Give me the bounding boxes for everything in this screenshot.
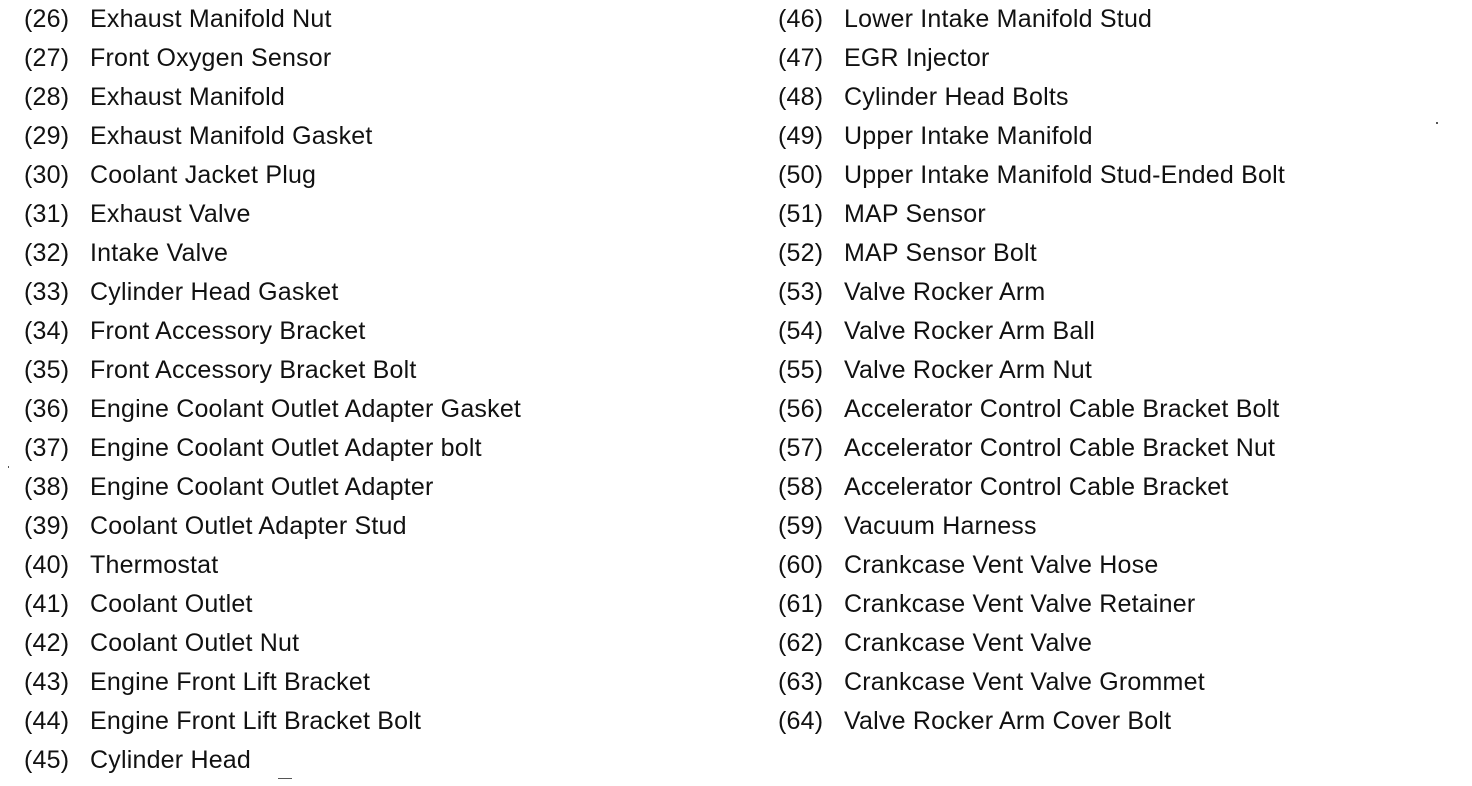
legend-item-label: Thermostat xyxy=(90,551,219,579)
legend-item-number: (33) xyxy=(24,278,70,306)
legend-item xyxy=(778,507,1285,546)
legend-item-label: Engine Front Lift Bracket Bolt xyxy=(90,707,422,735)
legend-item-label: Exhaust Manifold Nut xyxy=(90,5,332,33)
legend-item-number: (26) xyxy=(24,5,70,33)
legend-item xyxy=(778,273,1285,312)
legend-item xyxy=(24,39,521,78)
legend-item-number: (30) xyxy=(24,161,70,189)
legend-item-number: (28) xyxy=(24,83,70,111)
legend-item-number: (58) xyxy=(778,473,824,501)
legend-item xyxy=(24,0,521,39)
legend-item xyxy=(778,156,1285,195)
legend-item-label: Crankcase Vent Valve Grommet xyxy=(844,668,1205,696)
legend-item xyxy=(778,78,1285,117)
legend-item xyxy=(778,624,1285,663)
legend-item-label: Valve Rocker Arm Nut xyxy=(844,356,1093,384)
legend-item xyxy=(24,390,521,429)
legend-item xyxy=(24,507,521,546)
legend-item xyxy=(778,390,1285,429)
legend-item-number: (52) xyxy=(778,239,824,267)
legend-item xyxy=(24,702,521,741)
legend-item-label: Vacuum Harness xyxy=(844,512,1037,540)
legend-item xyxy=(24,195,521,234)
legend-item-number: (64) xyxy=(778,707,824,735)
legend-item-number: (63) xyxy=(778,668,824,696)
legend-item-number: (50) xyxy=(778,161,824,189)
legend-item-label: Exhaust Valve xyxy=(90,200,251,228)
legend-item-number: (57) xyxy=(778,434,824,462)
legend-item xyxy=(778,0,1285,39)
legend-item-label: Valve Rocker Arm Ball xyxy=(844,317,1096,345)
legend-item-number: (54) xyxy=(778,317,824,345)
legend-item-label: Engine Coolant Outlet Adapter bolt xyxy=(90,434,482,462)
legend-item xyxy=(24,117,521,156)
legend-item-number: (37) xyxy=(24,434,70,462)
legend-item xyxy=(778,351,1285,390)
legend-right-column xyxy=(778,0,1285,741)
legend-item xyxy=(24,663,521,702)
legend-item-label: MAP Sensor Bolt xyxy=(844,239,1037,267)
legend-item xyxy=(778,663,1285,702)
legend-item-number: (62) xyxy=(778,629,824,657)
legend-item xyxy=(778,117,1285,156)
legend-item-label: Upper Intake Manifold Stud-Ended Bolt xyxy=(844,161,1285,189)
legend-item-number: (40) xyxy=(24,551,70,579)
legend-item-number: (32) xyxy=(24,239,70,267)
legend-item xyxy=(24,468,521,507)
legend-item-number: (55) xyxy=(778,356,824,384)
legend-item-label: Front Accessory Bracket xyxy=(90,317,366,345)
legend-item-number: (61) xyxy=(778,590,824,618)
legend-item-number: (45) xyxy=(24,746,70,774)
legend-item-number: (51) xyxy=(778,200,824,228)
legend-item-label: Upper Intake Manifold xyxy=(844,122,1093,150)
legend-item-label: Front Accessory Bracket Bolt xyxy=(90,356,417,384)
legend-item xyxy=(24,273,521,312)
legend-item xyxy=(24,312,521,351)
legend-item-number: (43) xyxy=(24,668,70,696)
legend-item-label: Exhaust Manifold xyxy=(90,83,285,111)
legend-item-label: Crankcase Vent Valve Retainer xyxy=(844,590,1196,618)
legend-item xyxy=(24,741,521,780)
legend-item-label: Cylinder Head Gasket xyxy=(90,278,339,306)
legend-item xyxy=(778,468,1285,507)
legend-item xyxy=(24,624,521,663)
legend-item xyxy=(24,78,521,117)
legend-item-number: (36) xyxy=(24,395,70,423)
legend-item-number: (60) xyxy=(778,551,824,579)
legend-item-number: (56) xyxy=(778,395,824,423)
legend-item xyxy=(778,312,1285,351)
legend-item-label: Coolant Outlet Nut xyxy=(90,629,300,657)
legend-item xyxy=(778,585,1285,624)
legend-item-label: Engine Front Lift Bracket xyxy=(90,668,371,696)
legend-item-number: (48) xyxy=(778,83,824,111)
legend-item xyxy=(778,39,1285,78)
legend-item-number: (47) xyxy=(778,44,824,72)
legend-item-label: Intake Valve xyxy=(90,239,229,267)
legend-item-number: (34) xyxy=(24,317,70,345)
legend-item-label: Engine Coolant Outlet Adapter xyxy=(90,473,434,501)
legend-item xyxy=(778,702,1285,741)
legend-item xyxy=(24,546,521,585)
legend-item-number: (53) xyxy=(778,278,824,306)
scan-speck xyxy=(278,778,292,779)
legend-item-label: Valve Rocker Arm Cover Bolt xyxy=(844,707,1172,735)
legend-item-label: MAP Sensor xyxy=(844,200,986,228)
legend-item-label: Coolant Outlet Adapter Stud xyxy=(90,512,407,540)
legend-item-number: (29) xyxy=(24,122,70,150)
legend-item-label: Valve Rocker Arm xyxy=(844,278,1046,306)
legend-item-number: (35) xyxy=(24,356,70,384)
legend-item-number: (27) xyxy=(24,44,70,72)
legend-item-label: Crankcase Vent Valve xyxy=(844,629,1093,657)
legend-item-label: Exhaust Manifold Gasket xyxy=(90,122,373,150)
legend-item xyxy=(24,351,521,390)
legend-item-number: (49) xyxy=(778,122,824,150)
legend-item-number: (41) xyxy=(24,590,70,618)
legend-item xyxy=(778,195,1285,234)
legend-item-number: (44) xyxy=(24,707,70,735)
legend-item-number: (59) xyxy=(778,512,824,540)
legend-item-label: Crankcase Vent Valve Hose xyxy=(844,551,1159,579)
legend-left-column xyxy=(24,0,521,780)
legend-item-label: EGR Injector xyxy=(844,44,990,72)
legend-item-number: (39) xyxy=(24,512,70,540)
legend-item-number: (38) xyxy=(24,473,70,501)
legend-item-label: Coolant Outlet xyxy=(90,590,253,618)
legend-item-label: Accelerator Control Cable Bracket Nut xyxy=(844,434,1276,462)
scan-speck xyxy=(8,466,9,468)
legend-item xyxy=(778,234,1285,273)
legend-item-number: (46) xyxy=(778,5,824,33)
legend-item xyxy=(24,429,521,468)
legend-item xyxy=(24,234,521,273)
legend-item-label: Engine Coolant Outlet Adapter Gasket xyxy=(90,395,522,423)
legend-item-label: Accelerator Control Cable Bracket xyxy=(844,473,1229,501)
legend-item xyxy=(778,546,1285,585)
legend-item-label: Cylinder Head Bolts xyxy=(844,83,1069,111)
legend-item-number: (31) xyxy=(24,200,70,228)
legend-item-label: Coolant Jacket Plug xyxy=(90,161,317,189)
legend-item-label: Lower Intake Manifold Stud xyxy=(844,5,1153,33)
legend-item-label: Cylinder Head xyxy=(90,746,252,774)
legend-item-number: (42) xyxy=(24,629,70,657)
legend-item-label: Accelerator Control Cable Bracket Bolt xyxy=(844,395,1280,423)
legend-item xyxy=(24,585,521,624)
legend-item-label: Front Oxygen Sensor xyxy=(90,44,332,72)
scan-speck xyxy=(1436,122,1438,124)
legend-item xyxy=(24,156,521,195)
legend-item xyxy=(778,429,1285,468)
